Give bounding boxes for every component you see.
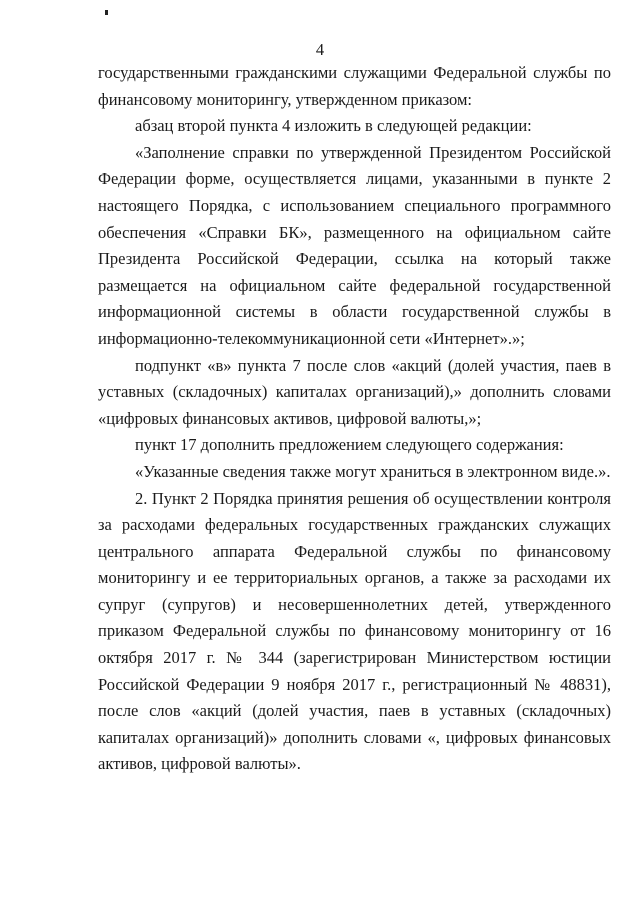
document-body <box>98 60 611 778</box>
paragraph-continuation: государственными гражданскими служащими Федеральной службы по финансовому мониторингу, утвержденном приказом: <box>98 63 611 109</box>
paragraph-subpoint-v: подпункт «в» пункта 7 после слов «акций (долей участия, паев в уставных (складочных) капиталах организаций),» дополнить словами «цифровых финансовых активов, цифровой валюты,»; <box>98 355 611 428</box>
paragraph-quoted-text: «Заполнение справки по утвержденной Президентом Российской Федерации форме, осуществляется лицами, указанными в пункте 2 настоящего Порядка, с использованием специального программного обеспечения «Справки БК», размещенного на официальном сайте Президента Российской Федерации, ссылка на который также размещается на официальном сайте федеральной государственной информационной системы в области государственной службы в информационно-телекоммуникационной сети «Интернет».»; <box>98 142 611 348</box>
scan-mark <box>105 10 108 15</box>
paragraph-item-2: 2. Пункт 2 Порядка принятия решения об осуществлении контроля за расходами федеральных государственных гражданских служащих центрального аппарата Федеральной службы по финансовому мониторингу и ее территориальных органов, а также за расходами их супруг (супругов) и несовершеннолетних детей, утвержденного приказом Федеральной службы по финансовому мониторингу от 16 октября 2017 г. № 344 (зарегистрирован Министерством юстиции Российской Федерации 9 ноября 2017 г., регистрационный № 48831), после слов «акций (долей участия, паев в уставных (складочных) капиталах организаций)» дополнить словами «, цифровых финансовых активов, цифровой валюты». <box>98 488 611 774</box>
paragraph-point-17: пункт 17 дополнить предложением следующего содержания: <box>135 435 564 455</box>
paragraph-point-17-quote: «Указанные сведения также могут храниться в электронном виде.». <box>135 461 611 481</box>
paragraph-amendment-intro: абзац второй пункта 4 изложить в следующей редакции: <box>135 116 532 136</box>
page-number: 4 <box>315 40 325 59</box>
